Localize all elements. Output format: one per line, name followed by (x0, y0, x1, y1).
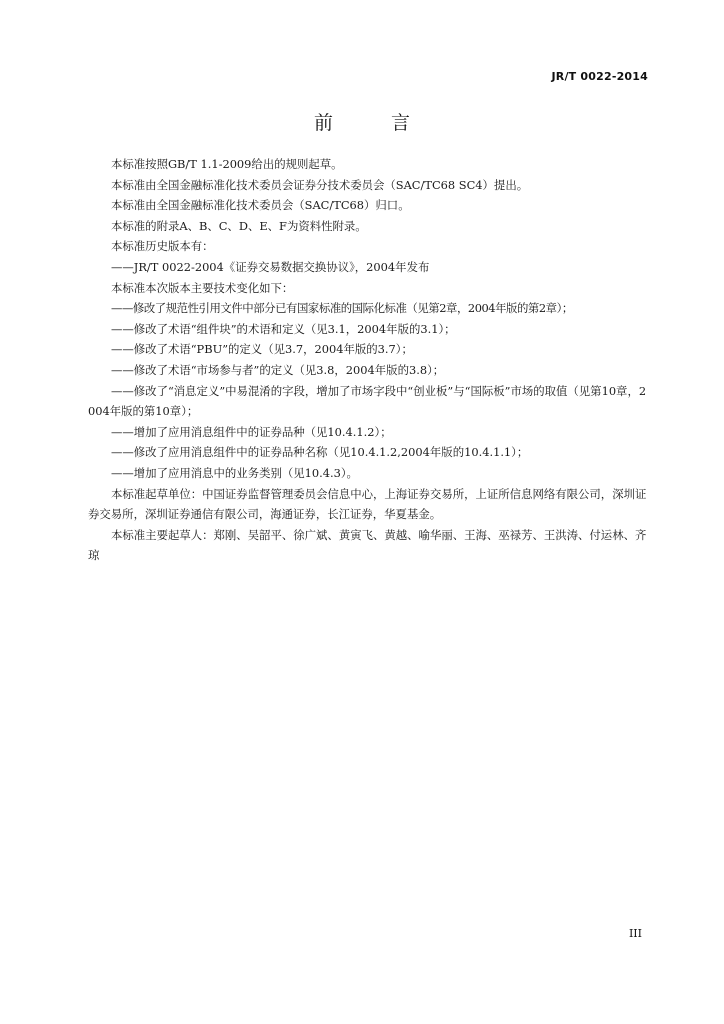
list-item: ——修改了术语“市场参与者”的定义（见3.8，2004年版的3.8）； (111, 362, 445, 377)
paragraph: 本标准按照GB/T 1.1-2009给出的规则起草。 (111, 157, 343, 171)
page-title (0, 108, 724, 135)
paragraph: 本标准起草单位：中国证券监督管理委员会信息中心，上海证券交易所，上证所信息网络有限公司，深圳证券交易所，深圳证券通信有限公司，海通证券，长江证券，华夏基金。 (88, 486, 647, 522)
list-item: ——修改了“消息定义”中易混淆的字段，增加了市场字段中“创业板”与“国际板”市场的取值（见第10章，2004年版的第10章）； (88, 383, 647, 419)
paragraph: 本标准的附录A、B、C、D、E、F为资料性附录。 (111, 218, 367, 233)
paragraph: 本标准由全国金融标准化技术委员会（SAC/TC68）归口。 (111, 198, 410, 213)
title-part-2: 言 (391, 112, 411, 134)
list-item: ——JR/T 0022-2004《证券交易数据交换协议》，2004年发布 (111, 259, 430, 274)
list-item: ——修改了术语“PBU”的定义（见3.7，2004年版的3.7）； (111, 342, 413, 357)
list-item: ——增加了应用消息中的业务类别（见10.4.3）。 (111, 465, 358, 480)
paragraph: 本标准本次版本主要技术变化如下： (111, 280, 294, 295)
document-code: JR/T 0022-2014 (551, 70, 648, 83)
paragraph: 本标准历史版本有： (111, 239, 214, 254)
list-item: ——增加了应用消息组件中的证券品种（见10.4.1.2）； (111, 424, 392, 439)
list-item: ——修改了规范性引用文件中部分已有国家标准的国际化标准（见第2章，2004年版的第2章）； (111, 301, 573, 316)
page-number: III (628, 927, 642, 940)
paragraph: 本标准主要起草人：郑刚、吴韶平、徐广斌、黄寅飞、黄越、喻华丽、王海、巫禄芳、王洪涛、付运林、齐琼 (88, 527, 647, 563)
list-item: ——修改了术语“组件块”的术语和定义（见3.1，2004年版的3.1）； (111, 321, 456, 336)
title-part-1: 前 (313, 112, 333, 134)
paragraph: 本标准由全国金融标准化技术委员会证券分技术委员会（SAC/TC68 SC4）提出。 (111, 177, 529, 192)
foreword-body (88, 154, 648, 566)
list-item: ——修改了应用消息组件中的证券品种名称（见10.4.1.2,2004年版的10.4.1.1）； (111, 445, 529, 460)
